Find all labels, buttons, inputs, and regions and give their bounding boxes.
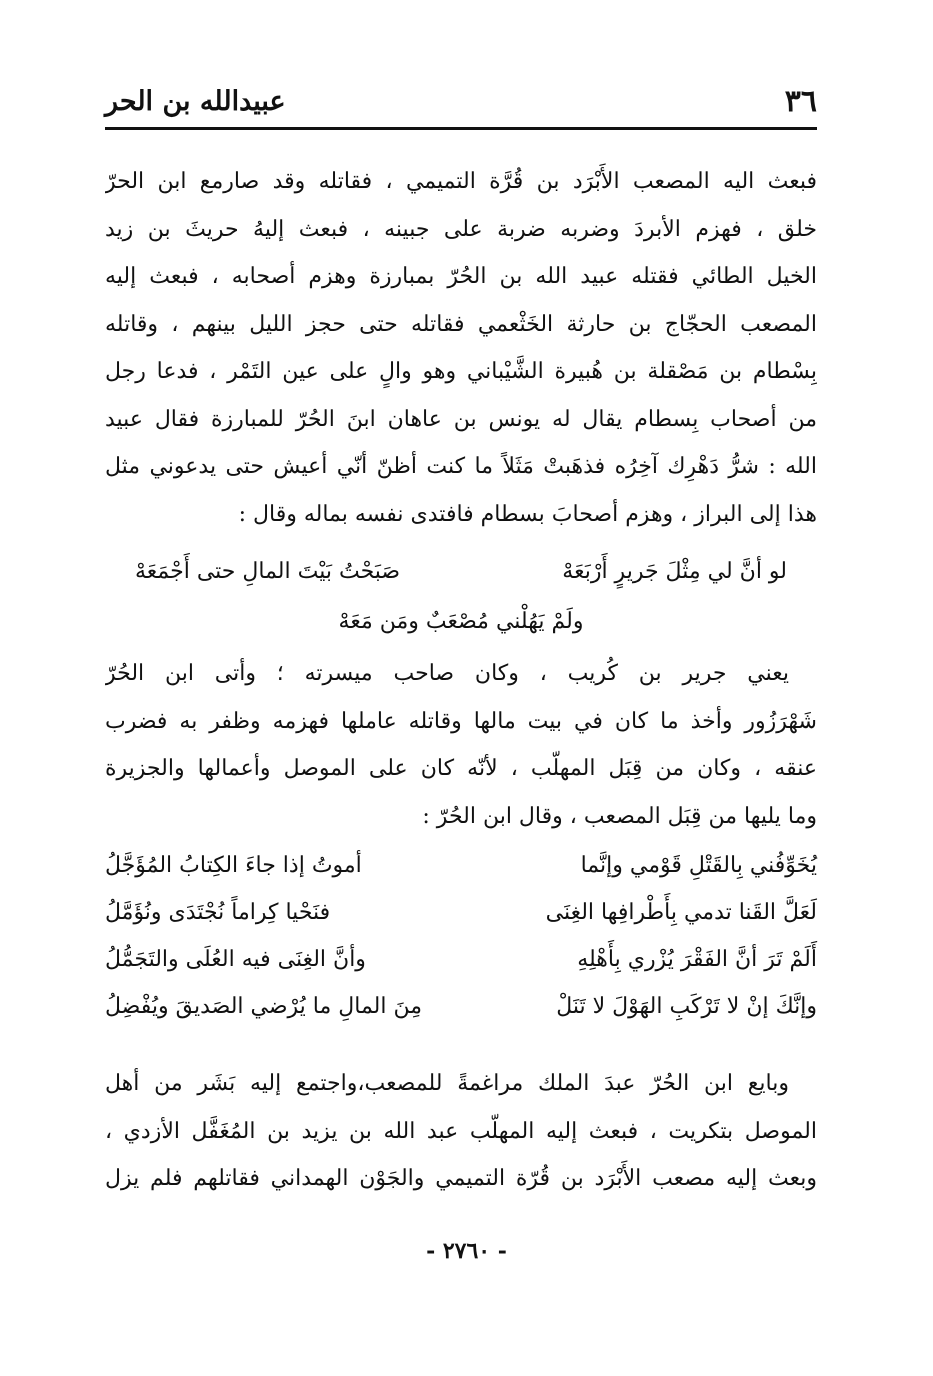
text-line: يعني جرير بن كُريب ، وكان صاحب ميسرته ؛ وأتى ابن الحُرّ xyxy=(105,661,789,686)
text-line: خلق ، فهزم الأبردَ وضربه ضربة على جبينه ، فبعث إليهُ حريثَ بن زيد xyxy=(105,216,817,242)
poem-2-verse-1 xyxy=(105,842,817,889)
text-line: من أصحاب بِسطام يقال له يونس بن عاهان ابنَ الحُرّ للمبارزة فقال عبيد xyxy=(105,406,817,432)
poem-2-verse-4 xyxy=(105,983,817,1030)
header-rule xyxy=(105,127,817,130)
text-line: بِسْطام بن مَصْقلة بن هُبيرة الشَّيْباني وهو والٍ على عين التَمْر ، فدعا رجل xyxy=(105,359,817,384)
hemistich-right: لَعَلَّ القَنا تدمي بِأَطْرافِها الغِنَى xyxy=(545,900,817,925)
hemistich-right: وإنَّكَ إنْ لا تَرْكَبِ الهَوْلَ لا تَنَلْ xyxy=(556,994,817,1019)
poem-1-verse-1 xyxy=(105,548,817,595)
text-line: وما يليها من قِبَل المصعب ، وقال ابن الحُرّ : xyxy=(422,803,817,829)
text-line: الله : شرُّ دَهْرِك آخِرُه فذهَبتْ مَثَلاً ما كنت أظنّ أنّي أعيش حتى يدعوني مثل xyxy=(105,454,817,479)
hemistich-left: فنَحْيا كِراماً نُجْتَدَى ونُؤَمَّلُ xyxy=(105,900,331,925)
hemistich-center: ولَمْ يَهُلْني مُصْعَبٌ ومَن مَعَهْ xyxy=(338,609,584,634)
hemistich-left: مِنَ المالِ ما يُرْضي الصَديقَ ويُفْضِلُ xyxy=(105,994,423,1019)
page-header xyxy=(105,82,817,126)
hemistich-right: لو أنَّ لي مِثْلَ جَريرٍ أَرْبَعَهْ xyxy=(562,559,787,584)
paragraph-2 xyxy=(105,650,817,840)
text-line: الموصل بتكريت ، فبعث إليه المهلّب عبد الله بن يزيد بن المُغَفَّل الأزدي ، xyxy=(105,1118,817,1144)
paragraph-1 xyxy=(105,158,817,538)
text-line: عنقه ، وكان من قِبَل المهلّب ، لأنّه كان على الموصل وأعمالها والجزيرة xyxy=(105,756,817,781)
poem-1-verse-2 xyxy=(105,598,817,645)
paragraph-3 xyxy=(105,1060,817,1203)
hemistich-left: أموتُ إذا جاءَ الكِتابُ المُؤَجَّلُ xyxy=(105,853,362,878)
hemistich-right: أَلَمْ تَرَ أنَّ الفَقْرَ يُزْري بِأَهْلِهِ xyxy=(577,947,817,972)
text-line: المصعب الحجّاج بن حارثة الخَثْعمي فقاتله حتى حجز الليل بينهم ، وقاتله xyxy=(105,311,817,337)
hemistich-right: يُخَوِّفُني بِالقَتْلِ قَوْمي وإنَّما xyxy=(580,853,817,878)
poem-2-verse-3 xyxy=(105,936,817,983)
hemistich-left: وأنَّ الغِنَى فيه العُلَى والتَجَمُّلُ xyxy=(105,947,366,972)
running-title: عبيدالله بن الحر xyxy=(105,86,286,117)
text-line: فبعث اليه المصعب الأَبْرَد بن قُرَّة التميمي ، فقاتله وقد صارمع ابن الحرّ xyxy=(105,169,817,194)
text-line: وبعث إليه مصعب الأَبْرَد بن قُرّة التميمي والجَوْن الهمداني فقاتلهم فلم يزل xyxy=(105,1166,817,1191)
page-number: ٣٦ xyxy=(784,84,817,119)
folio-number: - ٢٧٦٠ - xyxy=(426,1238,507,1264)
text-line: الخيل الطائي فقتله عبيد الله بن الحُرّ بمبارزة وهزم أصحابه ، فبعث إليه xyxy=(105,264,817,289)
poem-2-verse-2 xyxy=(105,889,817,936)
hemistich-left: صَبَحْتُ بَيْتَ المالِ حتى أَجْمَعَهْ xyxy=(135,559,401,584)
text-line: هذا إلى البراز ، وهزم أصحابَ بسطام فافتدى نفسه بماله وقال : xyxy=(238,501,817,527)
text-line: شَهْرَزُور وأخذ ما كان في بيت مالها وقاتله عاملها فهزمه وظفر به فضرب xyxy=(105,708,817,734)
text-line: وبايع ابن الحُرّ عبدَ الملك مراغمةً للمصعب،واجتمع إليه بَشَر من أهل xyxy=(105,1071,789,1096)
